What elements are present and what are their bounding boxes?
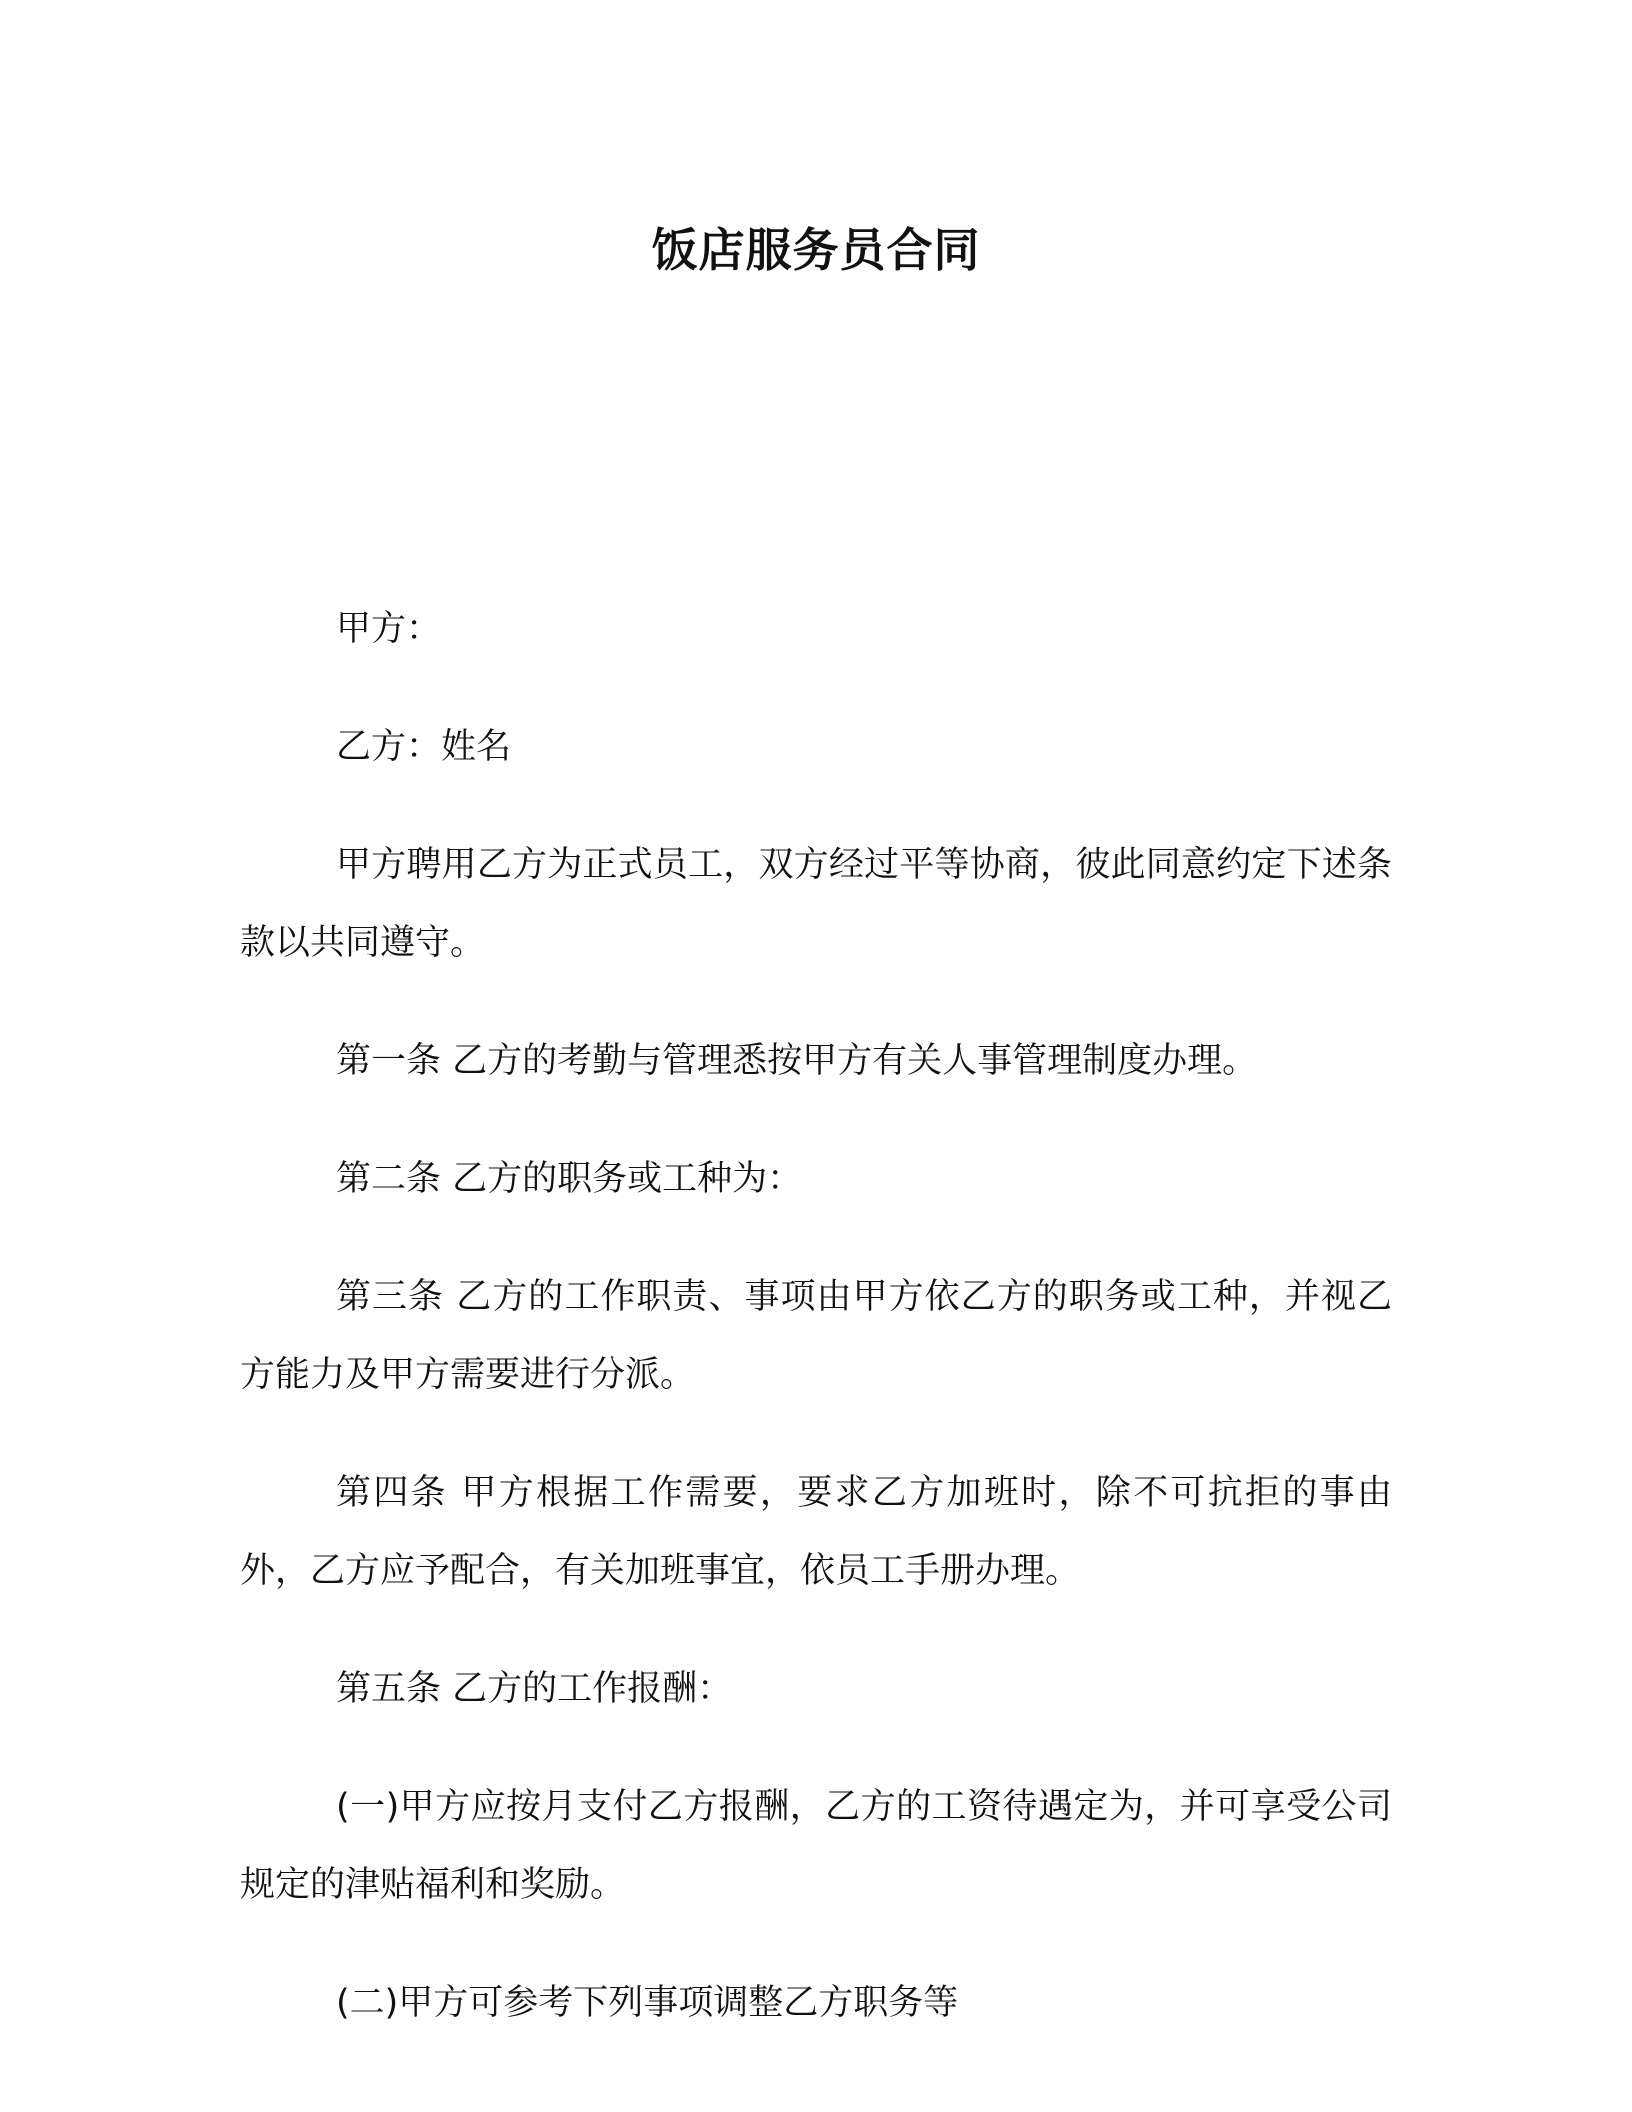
preamble-paragraph: 甲方聘用乙方为正式员工，双方经过平等协商，彼此同意约定下述条款以共同遵守。 bbox=[240, 845, 1392, 963]
party-b-line: 乙方：姓名 bbox=[336, 727, 512, 767]
article-5-item-2: (二)甲方可参考下列事项调整乙方职务等 bbox=[336, 1983, 959, 2023]
article-4: 第四条 甲方根据工作需要，要求乙方加班时，除不可抗拒的事由外，乙方应予配合，有关加班事宜，依员工手册办理。 bbox=[240, 1473, 1392, 1591]
article-5: 第五条 乙方的工作报酬： bbox=[336, 1669, 733, 1709]
article-1: 第一条 乙方的考勤与管理悉按甲方有关人事管理制度办理。 bbox=[336, 1041, 1258, 1081]
contract-body bbox=[240, 590, 1392, 2082]
document-title: 饭店服务员合同 bbox=[651, 223, 981, 277]
article-2: 第二条 乙方的职务或工种为： bbox=[336, 1159, 803, 1199]
article-3: 第三条 乙方的工作职责、事项由甲方依乙方的职务或工种，并视乙方能力及甲方需要进行分派。 bbox=[240, 1277, 1392, 1395]
party-a-line: 甲方： bbox=[336, 609, 442, 649]
article-5-item-1: (一)甲方应按月支付乙方报酬，乙方的工资待遇定为，并可享受公司规定的津贴福利和奖励。 bbox=[240, 1787, 1392, 1905]
